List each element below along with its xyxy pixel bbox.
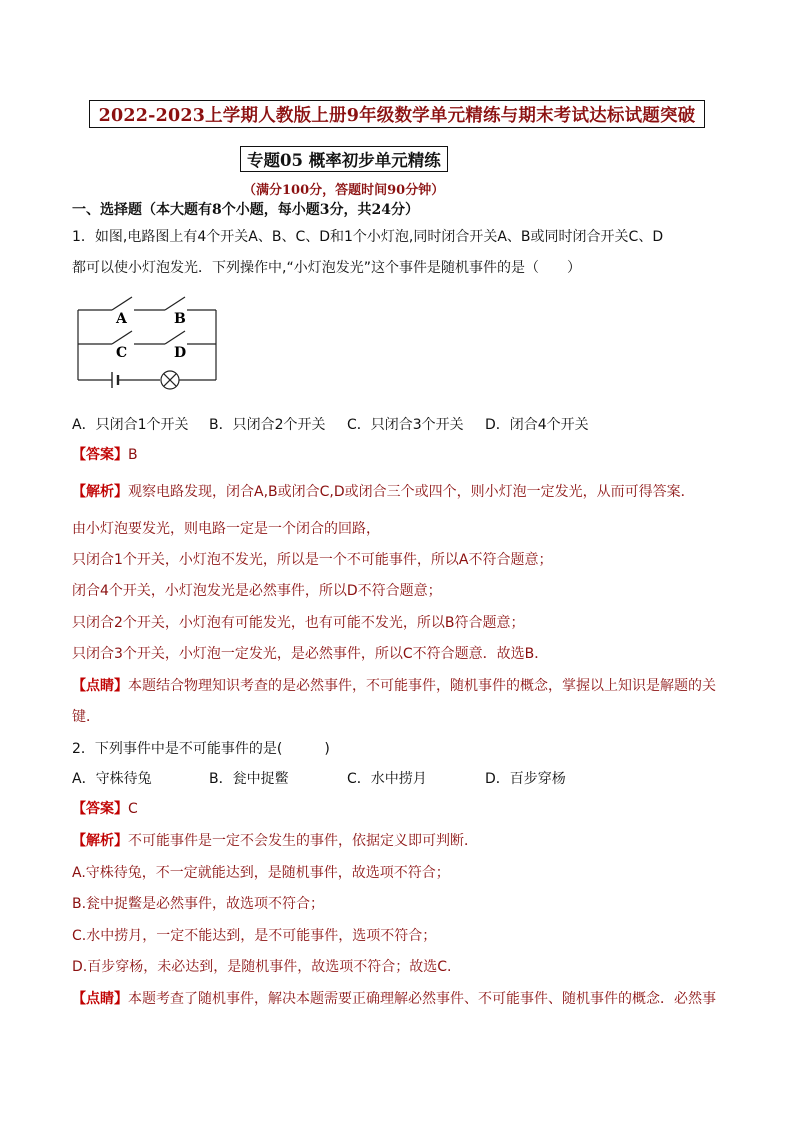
q2-comment: 【点睛】本题考查了随机事件，解决本题需要正确理解必然事件、不可能事件、随机事件的概念．必然事 xyxy=(72,991,716,1007)
switch-label-a: A xyxy=(116,311,127,327)
q1-answer xyxy=(72,444,138,464)
topic-subtitle: 专题05 概率初步单元精练 xyxy=(240,146,448,172)
q1-analysis-line1: 【解析】观察电路发现，闭合A,B或闭合C,D或闭合三个或四个，则小灯泡一定发光，从而可得答案． xyxy=(72,484,695,500)
switch-d-blade xyxy=(165,331,185,344)
q1-analysis-line2: 由小灯泡要发光，则电路一定是一个闭合的回路， xyxy=(72,521,380,537)
comment-tag: 【点睛】 xyxy=(72,678,128,694)
q2-analysis-line3: B.瓮中捉鳖是必然事件，故选项不符合； xyxy=(72,896,325,912)
q1-analysis-line3: 只闭合1个开关，小灯泡不发光，所以是一个不可能事件，所以A不符合题意； xyxy=(72,552,553,568)
q2-analysis-line5: D.百步穿杨，未必达到，是随机事件，故选项不符合；故选C. xyxy=(72,959,452,975)
q2-option-c: C．水中捞月 xyxy=(347,771,427,787)
q2-answer: 【答案】C xyxy=(72,801,138,817)
q1-stem-line1: 1．如图,电路图上有4个开关A、B、C、D和1个小灯泡,同时闭合开关A、B或同时闭合开关C、D xyxy=(72,229,664,245)
q2-option-d: D．百步穿杨 xyxy=(485,771,566,787)
q1-option-d: D．闭合4个开关 xyxy=(485,417,589,433)
q1-option-a: A．只闭合1个开关 xyxy=(72,417,189,433)
q1-comment-line2: 键． xyxy=(72,709,100,725)
switch-label-b: B xyxy=(174,311,186,327)
q2-analysis-line4: C.水中捞月，一定不能达到，是不可能事件，选项不符合； xyxy=(72,928,437,944)
q1-option-b: B．只闭合2个开关 xyxy=(209,417,326,433)
q1-comment-line1: 【点睛】本题结合物理知识考查的是必然事件，不可能事件，随机事件的概念，掌握以上知识是解题的关 xyxy=(72,678,716,694)
q1-answer-value: B xyxy=(128,447,138,463)
switch-label-c: C xyxy=(116,345,128,361)
switch-a-blade xyxy=(112,297,132,310)
document-header-title: 2022-2023上学期人教版上册9年级数学单元精练与期末考试达标试题突破 xyxy=(89,100,705,128)
q2-option-b: B．瓮中捉鳖 xyxy=(209,771,289,787)
q2-analysis-line2: A.守株待兔，不一定就能达到，是随机事件，故选项不符合； xyxy=(72,865,450,881)
q2-stem: 2．下列事件中是不可能事件的是( ) xyxy=(72,741,330,757)
q1-analysis-line4: 闭合4个开关，小灯泡发光是必然事件，所以D不符合题意； xyxy=(72,583,442,599)
switch-c-blade xyxy=(112,331,132,344)
q1-analysis-line6: 只闭合3个开关，小灯泡一定发光，是必然事件，所以C不符合题意．故选B． xyxy=(72,646,549,662)
switch-b-blade xyxy=(165,297,185,310)
q1-analysis-line5: 只闭合2个开关，小灯泡有可能发光，也有可能不发光，所以B符合题意； xyxy=(72,615,525,631)
q2-analysis-line1: 【解析】不可能事件是一定不会发生的事件，依据定义即可判断． xyxy=(72,833,478,849)
q2-answer-value: C xyxy=(128,801,138,817)
switch-label-d: D xyxy=(174,345,187,361)
exam-info: （满分100分，答题时间90分钟） xyxy=(243,183,445,198)
q1-stem-line2: 都可以使小灯泡发光．下列操作中,“小灯泡发光”这个事件是随机事件的是（ ） xyxy=(72,260,581,276)
analysis-tag: 【解析】 xyxy=(72,484,128,500)
answer-tag: 【答案】 xyxy=(72,447,128,463)
circuit-diagram xyxy=(70,290,230,390)
q1-option-c: C．只闭合3个开关 xyxy=(347,417,464,433)
q2-option-a: A．守株待兔 xyxy=(72,771,152,787)
section-title: 一、选择题（本大题有8个小题，每小题3分，共24分） xyxy=(72,202,419,218)
